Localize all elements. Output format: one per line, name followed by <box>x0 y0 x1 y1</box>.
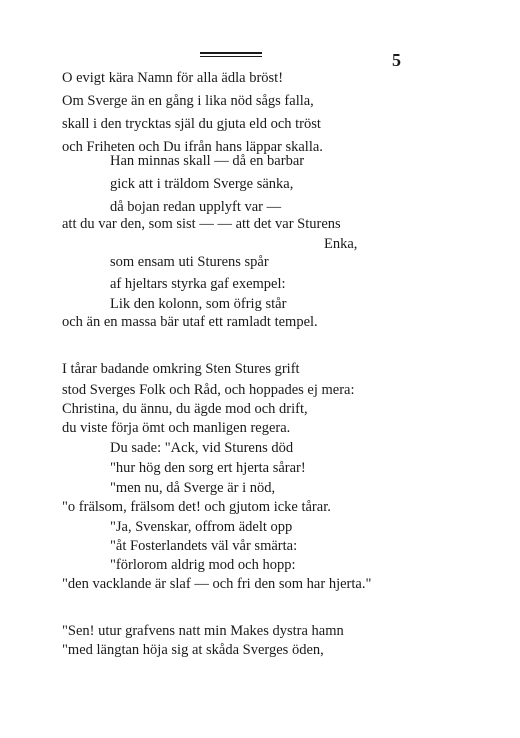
page-number: 5 <box>392 50 401 70</box>
verse-line: då bojan redan upplyft var — <box>110 199 282 215</box>
verse-line: Du sade: "Ack, vid Sturens död <box>110 440 294 456</box>
verse-line: och Friheten och Du ifrån hans läppar skalla. <box>62 139 323 155</box>
verse-line: Han minnas skall — då en barbar <box>110 153 305 169</box>
verse-line: I tårar badande omkring Sten Stures grift <box>62 361 300 377</box>
verse-line: som ensam uti Sturens spår <box>110 254 269 270</box>
verse-line: Om Sverge än en gång i lika nöd sågs falla, <box>62 93 314 109</box>
verse-line: "förlorom aldrig mod och hopp: <box>110 557 296 573</box>
header-ornament <box>200 52 262 59</box>
verse-line: Christina, du ännu, du ägde mod och drift, <box>62 401 308 417</box>
verse-line: "hur hög den sorg ert hjerta sårar! <box>110 460 306 476</box>
verse-line: O evigt kära Namn för alla ädla bröst! <box>62 70 284 86</box>
verse-line: "men nu, då Sverge är i nöd, <box>110 480 276 496</box>
verse-line: "den vacklande är slaf — och fri den som har hjerta." <box>62 576 372 592</box>
verse-line: att du var den, som sist — — att det var Sturens <box>62 216 341 232</box>
verse-line: skall i den trycktas själ du gjuta eld och tröst <box>62 116 321 132</box>
verse-line: "Ja, Svenskar, offrom ädelt opp <box>110 519 293 535</box>
verse-line: "med längtan höja sig at skåda Sverges öden, <box>62 642 324 658</box>
verse-line: gick att i träldom Sverge sänka, <box>110 176 294 192</box>
verse-line: och än en massa bär utaf ett ramladt tempel. <box>62 314 318 330</box>
verse-line: "åt Fosterlandets väl vår smärta: <box>110 538 298 554</box>
verse-line: Lik den kolonn, som öfrig står <box>110 296 287 312</box>
verse-line: stod Sverges Folk och Råd, och hoppades ej mera: <box>62 382 355 398</box>
verse-line: Enka, <box>324 236 358 252</box>
verse-line: "Sen! utur grafvens natt min Makes dystra hamn <box>62 623 344 639</box>
verse-line: af hjeltars styrka gaf exempel: <box>110 276 286 292</box>
verse-line: "o frälsom, frälsom det! och gjutom icke tårar. <box>62 499 331 515</box>
verse-line: du viste förja ömt och manligen regera. <box>62 420 291 436</box>
